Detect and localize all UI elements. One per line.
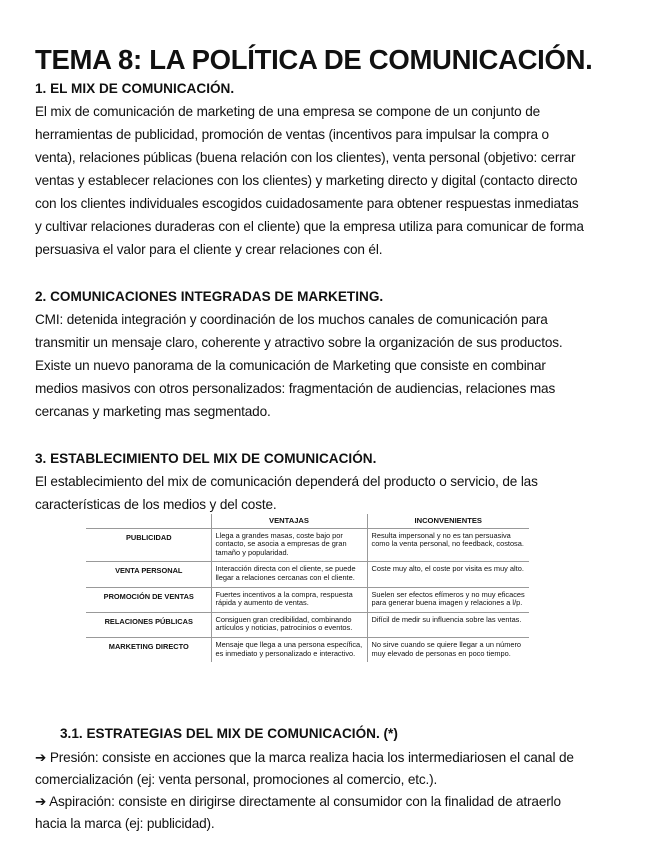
section-2-heading: 2. COMUNICACIONES INTEGRADAS DE MARKETING. xyxy=(35,289,384,304)
row-disadvantages: Coste muy alto, el coste por visita es muy alto. xyxy=(367,562,529,587)
row-advantages: Interacción directa con el cliente, se puede llegar a relaciones cercanas con el cliente. xyxy=(211,562,367,587)
section-3-heading: 3. ESTABLECIMIENTO DEL MIX DE COMUNICACIÓN. xyxy=(35,451,377,466)
row-disadvantages: Resulta impersonal y no es tan persuasiva como la venta personal, no feedback, costosa. xyxy=(367,528,529,562)
paragraph-line: CMI: detenida integración y coordinación de los muchos canales de comunicación para xyxy=(35,312,548,327)
paragraph-line: características de los medios y del coste. xyxy=(35,497,277,512)
bullet-line: hacia la marca (ej: publicidad). xyxy=(35,816,215,831)
communication-mix-table xyxy=(86,514,529,662)
row-disadvantages: Difícil de medir su influencia sobre las ventas. xyxy=(367,612,529,637)
table-row xyxy=(86,637,529,662)
section-2-paragraph xyxy=(35,308,633,423)
paragraph-line: con los clientes individuales escogidos cuidadosamente para obtener respuestas inmediatas xyxy=(35,196,579,211)
bullet-line: ➔ Presión: consiste en acciones que la marca realiza hacia los intermediariosen el canal de xyxy=(35,750,574,765)
paragraph-line: herramientas de publicidad, promoción de ventas (incentivos para impulsar la compra o xyxy=(35,127,549,142)
paragraph-line: venta), relaciones públicas (buena relación con los clientes), venta personal (objetivo: cerrar xyxy=(35,150,576,165)
paragraph-line: y cultivar relaciones duraderas con el cliente) que la empresa utiliza para comunicar de forma xyxy=(35,219,584,234)
row-advantages: Mensaje que llega a una persona específica, es inmediato y personalizado e interactivo. xyxy=(211,637,367,662)
table-header-disadvantages: INCONVENIENTES xyxy=(367,514,529,528)
paragraph-line: El establecimiento del mix de comunicación dependerá del producto o servicio, de las xyxy=(35,474,538,489)
paragraph-line: El mix de comunicación de marketing de una empresa se compone de un conjunto de xyxy=(35,104,541,119)
row-advantages: Fuertes incentivos a la compra, respuesta rápida y aumento de ventas. xyxy=(211,587,367,612)
section-1-paragraph xyxy=(35,100,633,261)
paragraph-line: transmitir un mensaje claro, coherente y atractivo sobre la organización de sus productos. xyxy=(35,335,563,350)
row-tool-label: VENTA PERSONAL xyxy=(86,562,211,587)
paragraph-line: Existe un nuevo panorama de la comunicación de Marketing que consiste en combinar xyxy=(35,358,546,373)
row-disadvantages: No sirve cuando se quiere llegar a un número muy elevado de personas en poco tiempo. xyxy=(367,637,529,662)
table-row xyxy=(86,587,529,612)
subsection-3-1-heading: 3.1. ESTRATEGIAS DEL MIX DE COMUNICACIÓN. (*) xyxy=(60,726,398,741)
bullet-line: ➔ Aspiración: consiste en dirigirse directamente al consumidor con la finalidad de atraerlo xyxy=(35,794,561,809)
row-advantages: Consiguen gran credibilidad, combinando artículos y noticias, patrocinios o eventos. xyxy=(211,612,367,637)
table-header-empty xyxy=(86,514,211,528)
table-row xyxy=(86,528,529,562)
row-disadvantages: Suelen ser efectos efímeros y no muy eficaces para generar buena imagen y relaciones a l/p. xyxy=(367,587,529,612)
strategy-bullet-list xyxy=(35,747,635,835)
paragraph-line: persuasiva el valor para el cliente y crear relaciones con él. xyxy=(35,242,383,257)
row-tool-label: PROMOCIÓN DE VENTAS xyxy=(86,587,211,612)
table-header-advantages: VENTAJAS xyxy=(211,514,367,528)
row-tool-label: MARKETING DIRECTO xyxy=(86,637,211,662)
document-title: TEMA 8: LA POLÍTICA DE COMUNICACIÓN. xyxy=(35,44,593,75)
paragraph-line: cercanas y marketing mas segmentado. xyxy=(35,404,271,419)
row-tool-label: RELACIONES PÚBLICAS xyxy=(86,612,211,637)
section-3-paragraph xyxy=(35,470,633,516)
paragraph-line: ventas y establecer relaciones con los clientes) y marketing directo y digital (contacto directo xyxy=(35,173,578,188)
table-header-row xyxy=(86,514,529,528)
row-tool-label: PUBLICIDAD xyxy=(86,528,211,562)
bullet-line: comercialización (ej: venta personal, promociones al comercio, etc.). xyxy=(35,772,438,787)
section-1-heading: 1. EL MIX DE COMUNICACIÓN. xyxy=(35,81,235,96)
table-row xyxy=(86,562,529,587)
table-row xyxy=(86,612,529,637)
paragraph-line: medios masivos con otros personalizados: fragmentación de audiencias, relaciones mas xyxy=(35,381,556,396)
row-advantages: Llega a grandes masas, coste bajo por contacto, se asocia a empresas de gran tamaño y popularidad. xyxy=(211,528,367,562)
